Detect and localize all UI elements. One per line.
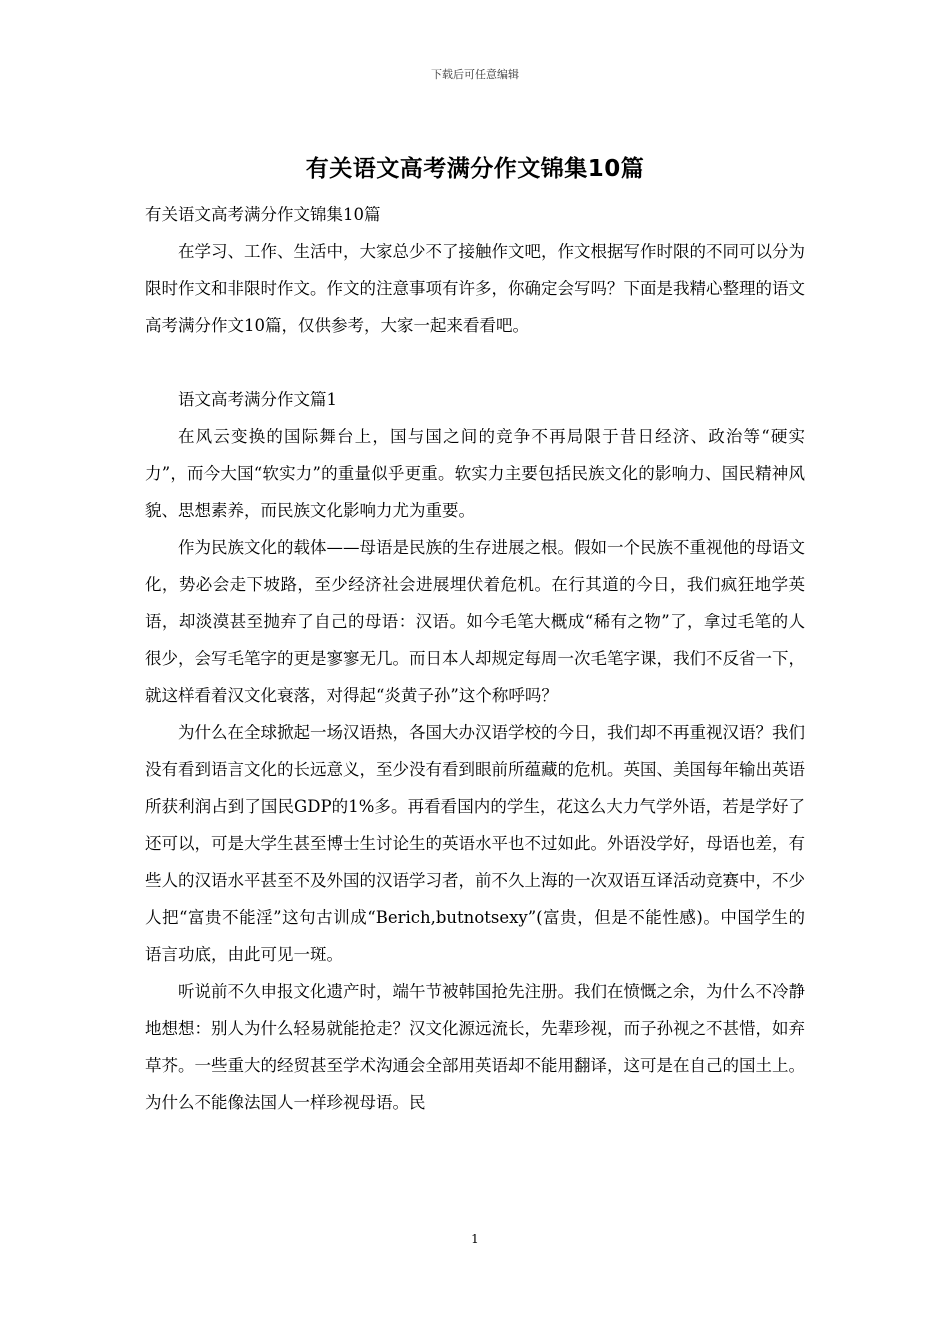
page-header-note: 下载后可任意编辑 xyxy=(431,68,519,81)
section-heading: 语文高考满分作文篇1 xyxy=(178,390,337,409)
document-body xyxy=(145,196,805,1121)
document-subtitle: 有关语文高考满分作文锦集10篇 xyxy=(145,205,381,224)
body-paragraph: 在风云变换的国际舞台上，国与国之间的竞争不再局限于昔日经济、政治等“硬实力”，而今大国“软实力”的重量似乎更重。软实力主要包括民族文化的影响力、国民精神风貌、思想素养，而民族文化影响力尤为重要。 xyxy=(145,427,805,520)
body-paragraph: 作为民族文化的载体——母语是民族的生存进展之根。假如一个民族不重视他的母语文化，势必会走下坡路，至少经济社会进展埋伏着危机。在行其道的今日，我们疯狂地学英语，却淡漠甚至抛弃了自己的母语：汉语。如今毛笔大概成“稀有之物”了，拿过毛笔的人很少，会写毛笔字的更是寥寥无几。而日本人却规定每周一次毛笔字课，我们不反省一下，就这样看着汉文化衰落，对得起“炎黄子孙”这个称呼吗？ xyxy=(145,538,805,705)
page-number: 1 xyxy=(471,1232,479,1246)
blank-line xyxy=(145,344,805,381)
body-paragraph: 听说前不久申报文化遗产时，端午节被韩国抢先注册。我们在愤慨之余，为什么不冷静地想想：别人为什么轻易就能抢走？汉文化源远流长，先辈珍视，而子孙视之不甚惜，如弃草芥。一些重大的经贸甚至学术沟通会全部用英语却不能用翻译，这可是在自己的国土上。为什么不能像法国人一样珍视母语。民 xyxy=(145,982,805,1112)
intro-paragraph: 在学习、工作、生活中，大家总少不了接触作文吧，作文根据写作时限的不同可以分为限时作文和非限时作文。作文的注意事项有许多，你确定会写吗？下面是我精心整理的语文高考满分作文10篇，仅供参考，大家一起来看看吧。 xyxy=(145,242,805,335)
document-title: 有关语文高考满分作文锦集10篇 xyxy=(305,156,645,182)
body-paragraph: 为什么在全球掀起一场汉语热，各国大办汉语学校的今日，我们却不再重视汉语？我们没有看到语言文化的长远意义，至少没有看到眼前所蕴藏的危机。英国、美国每年输出英语所获利润占到了国民GDP的1%多。再看看国内的学生，花这么大力气学外语，若是学好了还可以，可是大学生甚至博士生讨论生的英语水平也不过如此。外语没学好，母语也差，有些人的汉语水平甚至不及外国的汉语学习者，前不久上海的一次双语互译活动竞赛中，不少人把“富贵不能淫”这句古训成“Berich,butnotsexy”(富贵，但是不能性感)。中国学生的语言功底，由此可见一斑。 xyxy=(145,723,805,964)
